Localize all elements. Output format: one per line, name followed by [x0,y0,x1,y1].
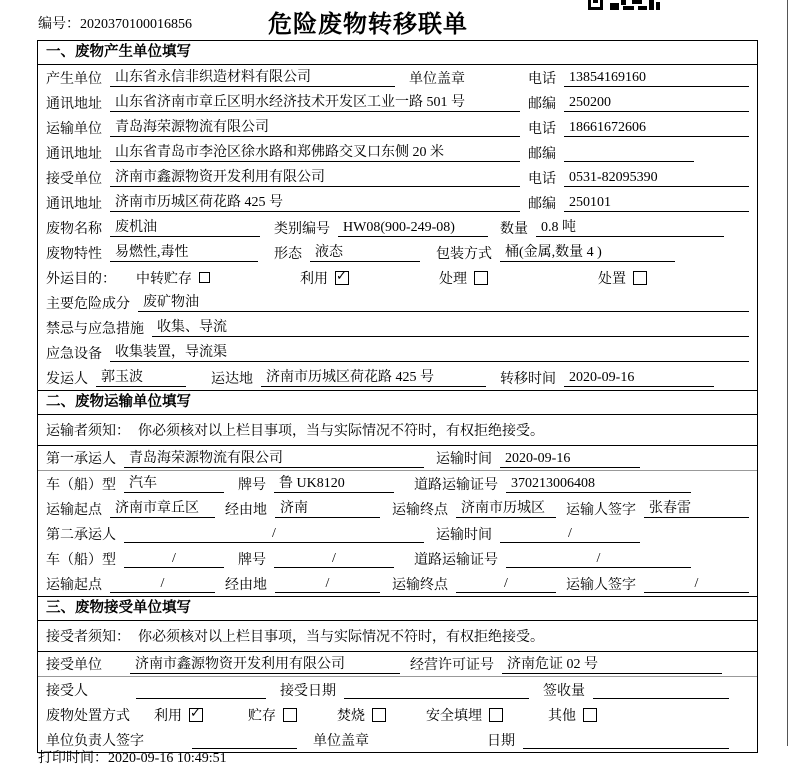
receiver-zip-value: 250101 [564,193,749,212]
license1-value: 370213006408 [506,474,691,493]
producer-zip-value: 250200 [564,93,749,112]
sign1-label: 运输人签字 [566,502,636,518]
checkbox-icon [189,708,203,722]
section2-header: 二、废物运输单位填写 [38,390,757,415]
section1-header: 一、废物产生单位填写 [38,41,757,65]
receiver-notice-label: 接受者须知： [46,630,130,645]
row-transporter-notice [38,415,757,446]
transporter-phone-label: 电话 [528,121,556,137]
producer-address-value: 山东省济南市章丘区明水经济技术开发区工业一路 501 号 [110,93,520,112]
page-title: 危险废物转移联单 [268,11,468,38]
vehicle2-label: 车（船）型 [46,552,116,568]
receiver-phone-value: 0531-82095390 [564,168,749,187]
row-taboo-measures [38,315,757,340]
purpose-option-use [300,268,349,288]
form-state-label: 形态 [274,246,302,262]
transporter-address-value: 山东省青岛市李沧区徐水路和郑佛路交叉口东侧 20 米 [110,143,520,162]
purpose-use-label: 利用 [300,271,328,287]
sign1-value: 张春雷 [644,499,749,518]
row-accept-unit [38,652,757,677]
end1-value: 济南市历城区 [456,499,556,518]
waste-character-label: 废物特性 [46,246,102,262]
sign2-label: 运输人签字 [566,577,636,593]
sign-date-value [523,730,729,749]
row-carrier1 [38,446,757,471]
origin2-label: 运输起点 [46,577,102,593]
purpose-treat-label: 处理 [439,271,467,287]
checkbox-icon [633,271,647,285]
producer-phone-label: 电话 [528,71,556,87]
purpose-option-dispose [598,268,647,288]
checkbox-icon [335,271,349,285]
accept-unit-label: 接受单位 [46,658,102,673]
transporter-notice-label: 运输者须知： [46,424,130,439]
sign2-value: / [644,574,749,593]
packing-label: 包装方式 [436,246,492,262]
producer-address-label: 通讯地址 [46,96,102,112]
producer-zip-label: 邮编 [528,96,556,112]
unit-seal2-label: 单位盖章 [313,733,369,749]
transfer-time-value: 2020-09-16 [564,368,714,387]
transporter-unit-label: 运输单位 [46,121,102,137]
disposal-option-use [154,705,203,725]
emergency-equipment-label: 应急设备 [46,346,102,362]
producer-unit-label: 产生单位 [46,71,102,87]
manifest-form [37,40,758,753]
row-vehicle2 [38,546,757,571]
transfer-time-label: 转移时间 [500,371,556,387]
checkbox-icon [199,272,210,283]
accept-unit-value: 济南市鑫源物资开发利用有限公司 [130,655,400,674]
origin1-value: 济南市章丘区 [110,499,215,518]
waste-name-label: 废物名称 [46,221,102,237]
quantity-value: 0.8 吨 [536,218,724,237]
emergency-equipment-value: 收集装置，导流渠 [110,343,749,362]
destination-label: 运达地 [211,371,253,387]
origin2-value: / [110,574,215,593]
transporter-zip-value [564,143,694,162]
taboo-measures-label: 禁忌与应急措施 [46,321,144,337]
vehicle1-value: 汽车 [124,474,224,493]
transporter-zip-label: 邮编 [528,146,556,162]
checkbox-icon [474,271,488,285]
accept-date-label: 接受日期 [280,683,336,699]
waste-character-value: 易燃性,毒性 [110,243,258,262]
receiver-zip-label: 邮编 [528,196,556,212]
permit-label: 经营许可证号 [410,658,494,673]
transporter-unit-value: 青岛海荣源物流有限公司 [110,118,520,137]
transfer-purpose-label: 外运目的： [46,271,116,287]
qr-code-fragment [588,0,660,10]
shipper-value: 郭玉波 [96,368,186,387]
accept-person-value [136,680,266,699]
receiver-unit-value: 济南市鑫源物资开发利用有限公司 [110,168,520,187]
row-waste-name [38,215,757,240]
transport-time1-label: 运输时间 [436,452,492,467]
row-transporter-address [38,140,757,165]
producer-phone-value: 13854169160 [564,68,749,87]
plate2-label: 牌号 [238,552,266,568]
amount-label: 签收量 [543,683,585,699]
transport-time1-value: 2020-09-16 [500,449,640,468]
end2-label: 运输终点 [392,577,448,593]
vehicle2-value: / [124,549,224,568]
origin1-label: 运输起点 [46,502,102,518]
plate1-value: 鲁 UK8120 [274,474,394,493]
sign-date-label: 日期 [487,733,515,749]
transport-time2-label: 运输时间 [436,527,492,543]
transport-time2-value: / [500,524,640,543]
taboo-measures-value: 收集、导流 [152,318,749,337]
shipper-label: 发运人 [46,371,88,387]
disposal-option-other [548,705,597,725]
transporter-notice-text: 你必须核对以上栏目事项，当与实际情况不符时，有权拒绝接受。 [138,424,544,439]
checkbox-icon [489,708,503,722]
via2-label: 经由地 [225,577,267,593]
plate1-label: 牌号 [238,477,266,493]
receiver-unit-label: 接受单位 [46,171,102,187]
category-value: HW08(900-249-08) [338,218,488,237]
permit-value: 济南危证 02 号 [502,655,722,674]
row-transfer-purpose [38,265,757,290]
row-producer-unit [38,65,757,90]
purpose-dispose-label: 处置 [598,271,626,287]
end2-value: / [456,574,556,593]
license2-label: 道路运输证号 [414,552,498,568]
checkbox-icon [583,708,597,722]
unit-seal-label: 单位盖章 [409,71,465,87]
purpose-option-treat [439,268,488,288]
disposal-store-label: 贮存 [248,708,276,724]
carrier2-value: / [124,524,424,543]
disposal-burn-label: 焚烧 [337,708,365,724]
accept-date-value [344,680,529,699]
disposal-landfill-label: 安全填埋 [426,708,482,724]
disposal-use-label: 利用 [154,708,182,724]
row-shipper [38,365,757,390]
form-state-value: 液态 [310,243,420,262]
disposal-method-label: 废物处置方式 [46,708,130,724]
hazard-component-label: 主要危险成分 [46,296,130,312]
row-route1 [38,496,757,521]
transporter-phone-value: 18661672606 [564,118,749,137]
carrier1-value: 青岛海荣源物流有限公司 [124,449,424,468]
via1-value: 济南 [275,499,380,518]
carrier2-label: 第二承运人 [46,527,116,543]
receiver-phone-label: 电话 [528,171,556,187]
category-label: 类别编号 [274,221,330,237]
leader-sign-label: 单位负责人签字 [46,733,144,749]
license1-label: 道路运输证号 [414,477,498,493]
receiver-address-value: 济南市历城区荷花路 425 号 [110,193,520,212]
row-receiver-unit [38,165,757,190]
purpose-option-storage [136,268,210,288]
destination-value: 济南市历城区荷花路 425 号 [261,368,486,387]
row-carrier2 [38,521,757,546]
row-receiver-notice [38,621,757,652]
carrier1-label: 第一承运人 [46,452,116,467]
disposal-other-label: 其他 [548,708,576,724]
row-emergency-equipment [38,340,757,365]
disposal-option-burn [337,705,386,725]
serial-label: 编号： [38,17,80,32]
receiver-notice-text: 你必须核对以上栏目事项，当与实际情况不符时，有权拒绝接受。 [138,630,544,645]
row-waste-character [38,240,757,265]
disposal-option-store [248,705,297,725]
row-route2 [38,571,757,596]
page-edge-line [787,0,788,746]
via2-value: / [275,574,380,593]
producer-unit-value: 山东省永信非织造材料有限公司 [110,68,395,87]
checkbox-icon [283,708,297,722]
amount-value [593,680,729,699]
packing-value: 桶(金属,数量 4 ) [500,243,675,262]
quantity-label: 数量 [500,221,528,237]
print-time [38,747,227,767]
serial-value: 2020370100016856 [80,17,192,32]
print-time-value: 2020-09-16 10:49:51 [108,751,227,766]
row-receiver-address [38,190,757,215]
waste-name-value: 废机油 [110,218,260,237]
vehicle1-label: 车（船）型 [46,477,116,493]
plate2-value: / [274,549,394,568]
row-accept-person [38,677,757,702]
section3-header: 三、废物接受单位填写 [38,596,757,621]
license2-value: / [506,549,691,568]
via1-label: 经由地 [225,502,267,518]
row-hazard-component [38,290,757,315]
accept-person-label: 接受人 [46,683,88,699]
end1-label: 运输终点 [392,502,448,518]
row-transporter-unit [38,115,757,140]
disposal-option-landfill [426,705,503,725]
purpose-storage-label: 中转贮存 [136,271,192,287]
checkbox-icon [372,708,386,722]
hazard-component-value: 废矿物油 [138,293,749,312]
row-producer-address [38,90,757,115]
print-time-label: 打印时间： [38,751,108,766]
row-vehicle1 [38,471,757,496]
receiver-address-label: 通讯地址 [46,196,102,212]
row-disposal-method [38,702,757,727]
transporter-address-label: 通讯地址 [46,146,102,162]
